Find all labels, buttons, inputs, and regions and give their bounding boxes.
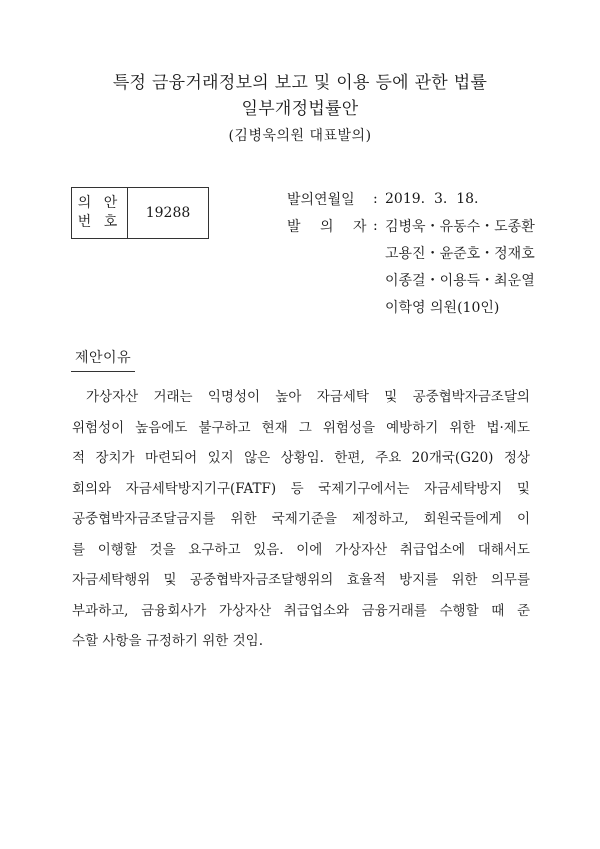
- body-word: 준: [516, 602, 530, 619]
- body-word: 현재: [261, 419, 288, 436]
- body-word: 및: [163, 572, 177, 588]
- body-word: 불구하고: [198, 419, 251, 436]
- body-word: 위한: [451, 572, 478, 588]
- bill-number-box: [71, 187, 209, 239]
- body-word: 위험성이: [72, 419, 125, 436]
- body-word: 가상자산: [86, 389, 139, 405]
- proposers-label: 발 의 자: [287, 218, 374, 235]
- proposers-line3: 이종걸・이용득・최운열: [385, 272, 535, 289]
- body-word: 자금세탁: [316, 389, 369, 405]
- body-word: 수행할: [439, 602, 479, 619]
- body-word: 취급업소에: [399, 541, 466, 558]
- body-word: 및: [516, 480, 530, 497]
- body-word: 금융거래를: [361, 602, 427, 619]
- body-word: 이에: [296, 541, 323, 558]
- proposers-row: [287, 212, 535, 239]
- body-word: 공중협박자금조달행위의: [189, 572, 334, 588]
- body-word: 것을: [149, 541, 176, 558]
- document-title-block: [0, 70, 600, 147]
- document-title-line2: 일부개정법률안: [241, 99, 359, 119]
- body-word: 법·제도: [486, 419, 530, 436]
- bill-number-value: 19288: [145, 205, 191, 221]
- body-word: 장치가: [95, 450, 135, 466]
- proposal-date-label: 발의연월일: [287, 191, 355, 208]
- body-line: [72, 565, 530, 596]
- proposal-date-value: 2019. 3. 18.: [385, 190, 479, 207]
- body-line: [72, 626, 530, 657]
- body-word: 취급업소와: [283, 602, 349, 619]
- body-word: 이행할: [97, 541, 137, 558]
- proposers-line1: 김병욱・유동수・도종환: [385, 218, 535, 235]
- body-word: 거래는: [153, 389, 193, 405]
- body-word: 가상자산: [218, 602, 272, 619]
- body-word: 등: [290, 480, 304, 497]
- body-word: 예방하기: [386, 419, 439, 436]
- body-word: 이: [516, 511, 530, 527]
- body-word: 위험성을: [322, 419, 376, 436]
- body-word: 국제기구에서는: [318, 480, 410, 497]
- body-word: 적: [72, 450, 86, 466]
- body-word: 20개국(G20): [411, 450, 494, 466]
- body-word: 대해서도: [477, 541, 530, 558]
- body-word: 주요: [375, 450, 402, 466]
- body-word: 효율적: [346, 572, 386, 588]
- document-subtitle: (김병욱의원 대표발의): [228, 128, 372, 144]
- body-word: 위한: [230, 511, 257, 527]
- body-word: 높음에도: [135, 419, 188, 436]
- body-word: 높아: [275, 389, 302, 405]
- body-word: 국제기준을: [271, 511, 337, 527]
- document-title: 특정 금융거래정보의 보고 및 이용 등에 관한 법률: [112, 73, 488, 93]
- proposal-reason-body: [72, 382, 530, 657]
- body-word: 않은: [244, 450, 271, 466]
- body-word: 공중협박자금조달금지를: [72, 511, 216, 527]
- body-word: 부과하고,: [72, 602, 129, 619]
- body-word: 있음.: [253, 541, 284, 558]
- body-word: 공중협박자금조달의: [412, 389, 530, 405]
- proposers-line2: 고용진・윤준호・정재호: [385, 245, 535, 262]
- body-word: 있지: [207, 450, 234, 466]
- colon: :: [373, 217, 378, 234]
- proposal-date-row: [287, 185, 535, 212]
- body-word: 의무를: [490, 572, 530, 588]
- body-line: [72, 474, 530, 505]
- body-word: 금융회사가: [141, 602, 207, 619]
- body-line: [72, 413, 530, 444]
- body-word: 회의와: [72, 480, 112, 497]
- proposers-line4: 이학영 의원(10인): [385, 299, 500, 316]
- body-word: 익명성이: [207, 389, 261, 405]
- body-word: 수할 사항을 규정하기 위한 것임.: [72, 633, 263, 649]
- body-word: 자금세탁방지: [424, 480, 503, 497]
- bill-metadata: [287, 185, 535, 320]
- body-line: [72, 535, 530, 566]
- body-word: 한편,: [334, 450, 365, 466]
- body-word: 가상자산: [335, 541, 388, 558]
- body-line: [72, 382, 530, 413]
- bill-number-label: [72, 188, 128, 238]
- body-line: [72, 504, 530, 535]
- body-word: 상황임.: [280, 450, 324, 466]
- body-word: 위한: [449, 419, 476, 436]
- body-word: 및: [384, 389, 398, 405]
- body-word: 마련되어: [144, 450, 198, 466]
- body-word: 방지를: [399, 572, 439, 588]
- body-word: 정상: [503, 450, 530, 466]
- body-word: 제정하고,: [352, 511, 409, 527]
- body-word: 자금세탁방지기구(FATF): [125, 480, 277, 497]
- colon: :: [373, 190, 378, 207]
- body-word: 자금세탁행위: [72, 572, 151, 588]
- bill-label-line2: 번 호: [77, 214, 122, 230]
- body-word: 회원국들에게: [423, 511, 502, 527]
- body-line: [72, 596, 530, 627]
- bill-label-line1: 의 안: [77, 195, 122, 211]
- section-heading: 제안이유: [71, 345, 135, 372]
- body-word: 요구하고: [188, 541, 241, 558]
- body-line: [72, 443, 530, 474]
- body-word: 를: [72, 541, 86, 558]
- body-word: 그: [298, 419, 312, 436]
- body-word: 때: [491, 602, 505, 619]
